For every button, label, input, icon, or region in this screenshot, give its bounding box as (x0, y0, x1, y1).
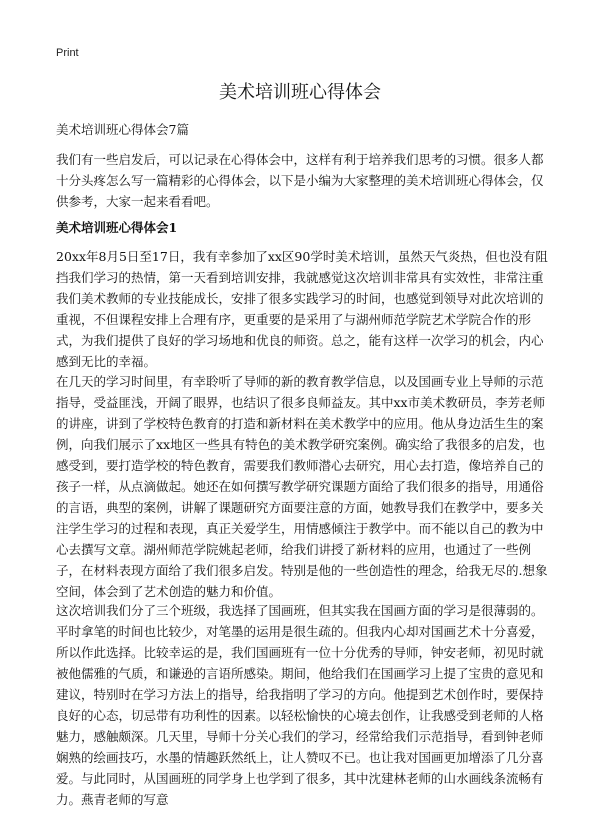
section-heading: 美术培训班心得体会1 (56, 220, 178, 235)
document-title: 美术培训班心得体会 (219, 82, 381, 103)
body-paragraph-3: 这次培训我们分了三个班级，我选择了国画班，但其实我在国画方面的学习是很薄弱的。平时拿笔的时间也比较少，对笔墨的运用是很生疏的。但我内心却对国画艺术十分喜爱，所以作此选择。比较幸运的是，我们国画班有一位十分优秀的导师，钟安老师，初见时就被他儒雅的气质，和谦逊的言语所感染。期间，他给我们在国画学习上提了宝贵的意见和建议，特别时在学习方法上的指导，给我指明了学习的方向。他提到艺术创作时，要保持良好的心态，切忌带有功利性的因素。以轻松愉快的心境去创作，让我感受到老师的人格魅力，感触颇深。几天里，导师十分关心我们的学习，经常给我们示范指导，看到钟老师娴熟的绘画技巧，水墨的情趣跃然纸上，让人赞叹不已。也让我对国画更加增添了几分喜爱。与此同时，从国画班的同学身上也学到了很多，其中沈建林老师的山水画线条流畅有力。燕青老师的写意 (56, 603, 544, 807)
body-paragraph-2: 在几天的学习时间里，有幸聆听了导师的新的教育教学信息，以及国画专业上导师的示范指导，受益匪浅，开阔了眼界，也结识了很多良师益友。其中xx市美术教研员，李芳老师的讲座，讲到了学校特色教育的打造和新材料在美术教学中的应用。他从身边活生生的案例，向我们展示了xx地区一些具有特色的美术教学研究案例。确实给了我很多的启发，也感受到，要打造学校的特色教育，需要我们教师潜心去研究，用心去打造，像培养自己的孩子一样，从点滴做起。她还在如何撰写教学研究课题方面给了我们很多的指导，用通俗的言语，典型的案例，讲解了课题研究方面要注意的方面，她教导我们在教学中，要多关注学生学习的过程和表现，真正关爱学生，用情感倾注于教学中。而不能以自己的教为中心去撰写文章。湖州师范学院姚起老师，给我们讲授了新材料的应用，也通过了一些例子，在材料表现方面给了我们很多启发。特别是他的一些创造性的理念，给我无尽的.想象空间，体会到了艺术创造的魅力和价值。 (56, 374, 548, 599)
document-subtitle: 美术培训班心得体会7篇 (56, 122, 189, 137)
body-paragraph-1: 20xx年8月5日至17日，我有幸参加了xx区90学时美术培训，虽然天气炎热，但也没有阻挡我们学习的热情，第一天看到培训安排，我就感觉这次培训非常具有实效性，非常注重我们美术教师的专业技能成长，安排了很多实践学习的时间，也感觉到领导对此次培训的重视，不但课程安排上合理有序，更重要的是采用了与湖州师范学院艺术学院合作的形式，为我们提供了良好的学习场地和优良的师资。总之，能有这样一次学习的机会，内心感到无比的幸福。 (56, 249, 548, 369)
intro-paragraph: 我们有一些启发后，可以记录在心得体会中，这样有利于培养我们思考的习惯。很多人都十分头疼怎么写一篇精彩的心得体会，以下是小编为大家整理的美术培训班心得体会，仅供参考，大家一起来看看吧。 (56, 152, 544, 209)
print-link[interactable]: Print (56, 47, 79, 59)
